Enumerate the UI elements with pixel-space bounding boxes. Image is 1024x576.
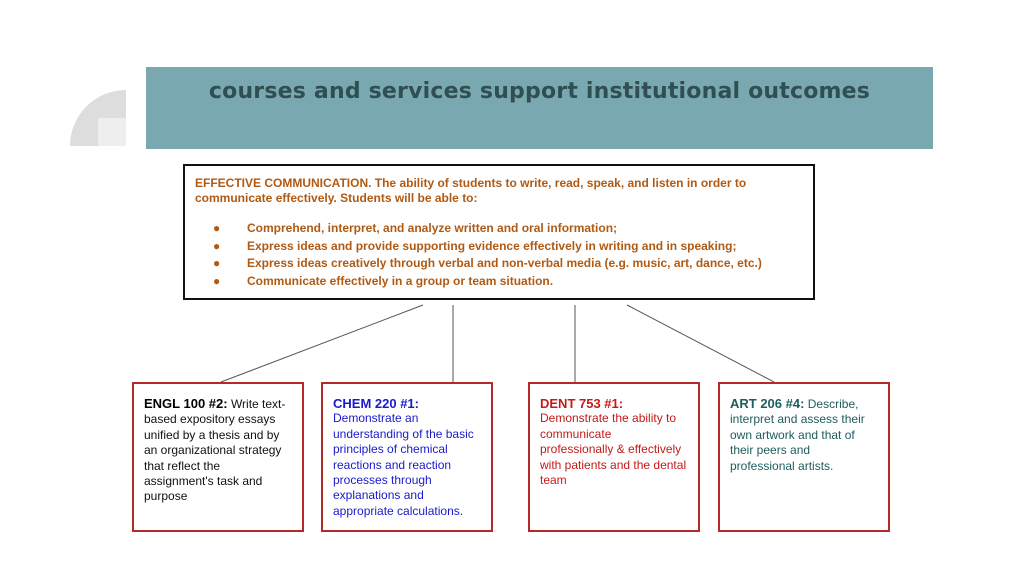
- course-description: Describe, interpret and assess their own artwork and that of their peers and professional artists.: [730, 397, 865, 473]
- outcome-heading: EFFECTIVE COMMUNICATION. The ability of students to write, read, speak, and listen in order to communicate effectively. Students will be able to:: [195, 176, 747, 205]
- connector-line-art: [627, 305, 774, 382]
- outcome-list: [195, 220, 803, 290]
- title-banner: [146, 67, 933, 149]
- bullet-icon: ●: [213, 273, 221, 288]
- course-box-dent-753: [528, 382, 700, 532]
- page-title: courses and services support institutional outcomes: [208, 79, 871, 104]
- course-code: ART 206 #4:: [730, 396, 805, 411]
- course-code: ENGL 100 #2:: [144, 396, 228, 411]
- outcome-item-text: Express ideas creatively through verbal and non-verbal media (e.g. music, art, dance, etc.): [247, 256, 762, 270]
- outcome-item: [195, 273, 803, 291]
- course-description: Demonstrate an understanding of the basic principles of chemical reactions and reaction processes through explanations and appropriate calculations.: [333, 411, 474, 518]
- course-description: Demonstrate the ability to communicate professionally & effectively with patients and the dental team: [540, 411, 687, 488]
- outcome-box: [183, 164, 815, 300]
- course-box-art-206: [718, 382, 890, 532]
- outcome-item: [195, 220, 803, 238]
- bullet-icon: ●: [213, 221, 221, 235]
- outcome-item: [195, 255, 803, 273]
- outcome-item-text: Comprehend, interpret, and analyze written and oral information;: [247, 221, 618, 235]
- connector-line-engl: [221, 305, 423, 382]
- decorative-ring-shape: [70, 90, 126, 146]
- outcome-item-text: Communicate effectively in a group or team situation.: [247, 273, 554, 288]
- outcome-item: [195, 238, 803, 256]
- bullet-icon: ●: [213, 238, 221, 253]
- bullet-icon: ●: [213, 256, 221, 270]
- course-box-chem-220: [321, 382, 493, 532]
- course-description: Write text-based expository essays unified by a thesis and by an organizational strategy that reflect the assignment's task and purpose: [144, 397, 286, 504]
- course-box-engl-100: [132, 382, 304, 532]
- outcome-item-text: Express ideas and provide supporting evidence effectively in writing and in speaking;: [247, 238, 737, 253]
- course-code: CHEM 220 #1:: [333, 396, 419, 411]
- course-code: DENT 753 #1:: [540, 396, 624, 411]
